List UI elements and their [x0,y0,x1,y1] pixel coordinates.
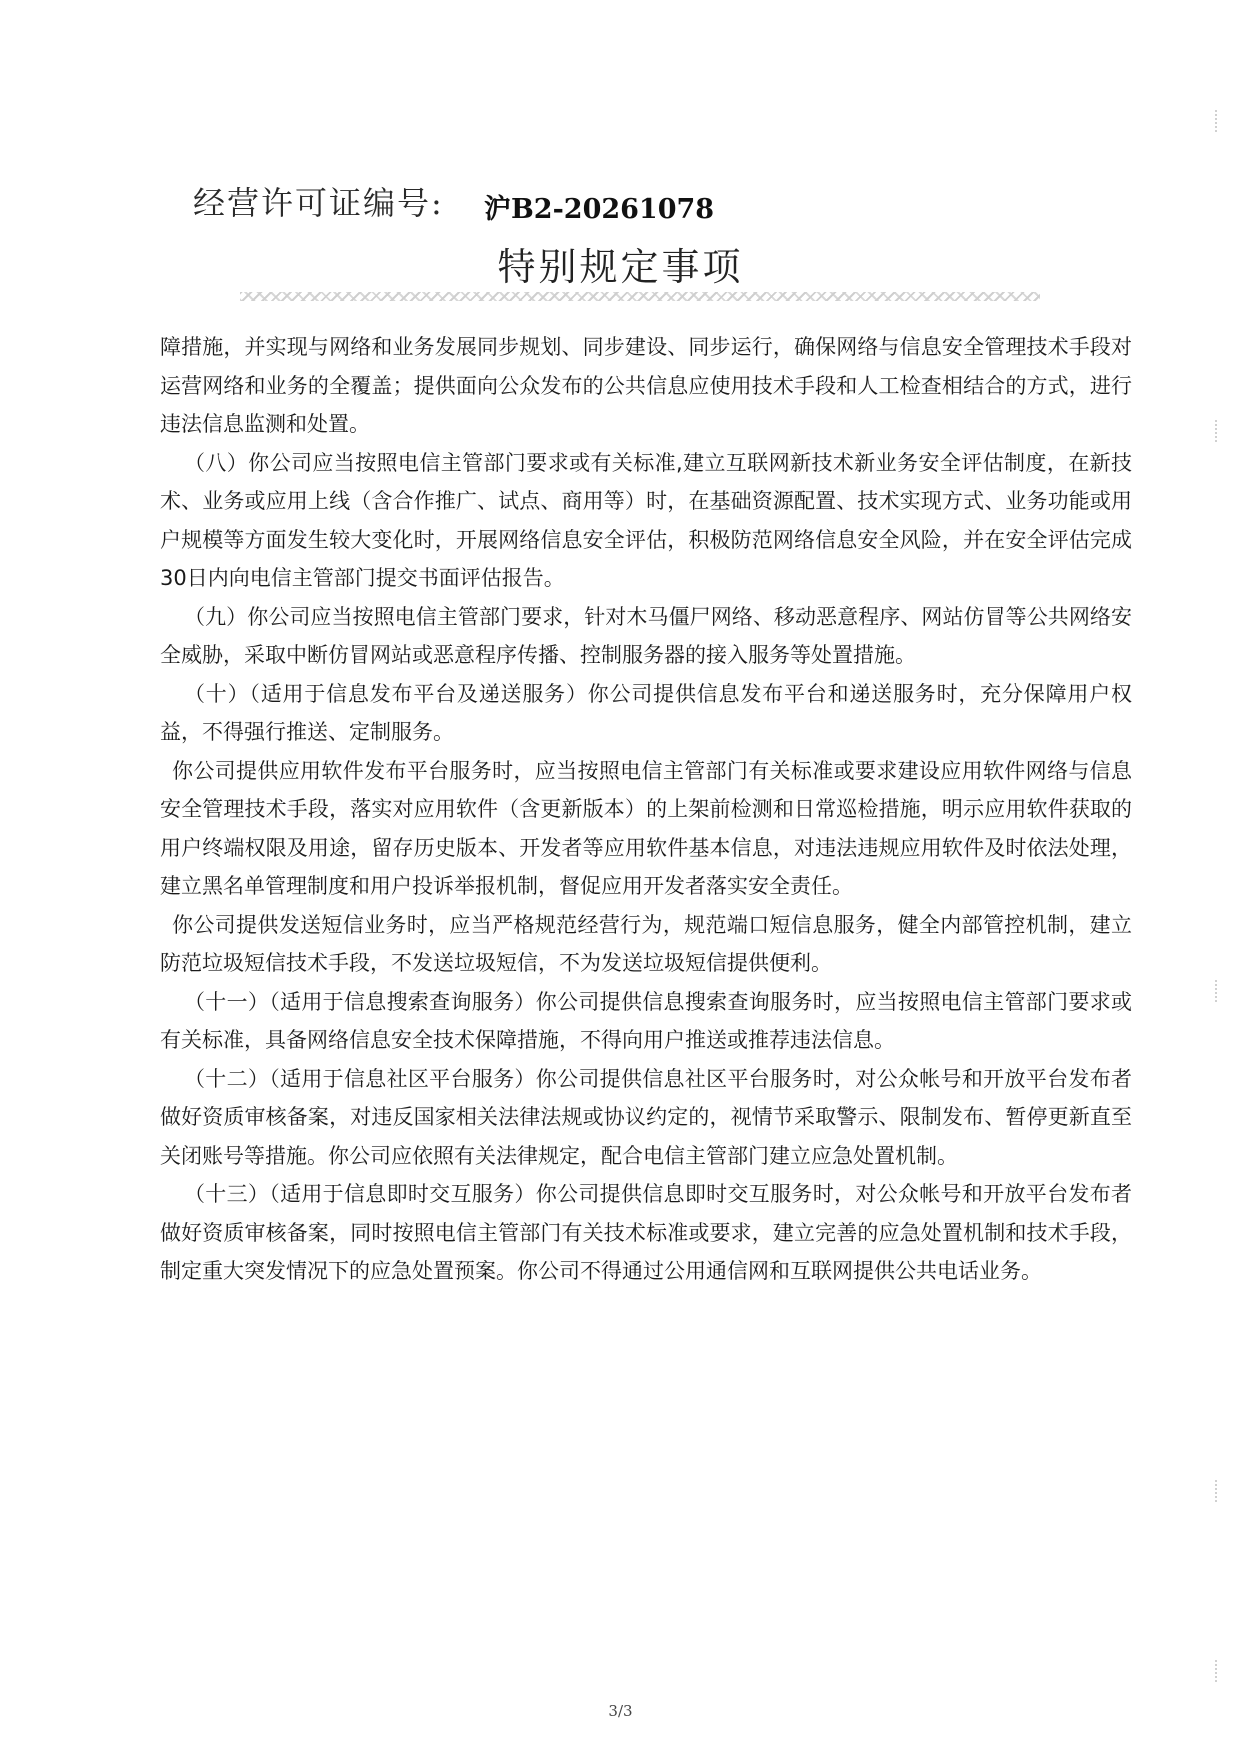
paragraph: （九）你公司应当按照电信主管部门要求，针对木马僵尸网络、移动恶意程序、网站仿冒等公共网络安全威胁，采取中断仿冒网站或恶意程序传播、控制服务器的接入服务等处置措施。 [160,604,1132,667]
paragraph: （十二）（适用于信息社区平台服务）你公司提供信息社区平台服务时，对公众帐号和开放平台发布者做好资质审核备案，对违反国家相关法律法规或协议约定的，视情节采取警示、限制发布、暂停更新直至关闭账号等措施。你公司应依照有关法律规定，配合电信主管部门建立应急处置机制。 [160,1066,1132,1168]
page-title: 特别规定事项 [497,245,744,289]
scan-edge-mark [1209,1660,1217,1682]
license-number: 沪B2-20261078 [483,194,715,225]
paragraph: （十一）（适用于信息搜索查询服务）你公司提供信息搜索查询服务时，应当按照电信主管部门要求或有关标准，具备网络信息安全技术保障措施，不得向用户推送或推荐违法信息。 [160,989,1132,1052]
scan-edge-mark [1209,1480,1217,1502]
paragraph: 你公司提供发送短信业务时，应当严格规范经营行为，规范端口短信息服务，健全内部管控机制，建立防范垃圾短信技术手段，不发送垃圾短信，不为发送垃圾短信提供便利。 [160,912,1132,975]
page-number: 3/3 [608,1702,633,1720]
paragraph: （十）（适用于信息发布平台及递送服务）你公司提供信息发布平台和递送服务时，充分保障用户权益，不得强行推送、定制服务。 [160,681,1132,744]
paragraph: （十三）（适用于信息即时交互服务）你公司提供信息即时交互服务时，对公众帐号和开放平台发布者做好资质审核备案，同时按照电信主管部门有关技术标准或要求，建立完善的应急处置机制和技术手段，制定重大突发情况下的应急处置预案。你公司不得通过公用通信网和互联网提供公共电话业务。 [160,1182,1132,1283]
paragraph: （八）你公司应当按照电信主管部门要求或有关标准,建立互联网新技术新业务安全评估制度，在新技术、业务或应用上线（含合作推广、试点、商用等）时，在基础资源配置、技术实现方式、业务功能或用户规模等方面发生较大变化时，开展网络信息安全评估，积极防范网络信息安全风险，并在安全评估完成30日内向电信主管部门提交书面评估报告。 [160,450,1132,590]
paragraph: 你公司提供应用软件发布平台服务时，应当按照电信主管部门有关标准或要求建设应用软件网络与信息安全管理技术手段，落实对应用软件（含更新版本）的上架前检测和日常巡检措施，明示应用软件获取的用户终端权限及用途，留存历史版本、开发者等应用软件基本信息，对违法违规应用软件及时依法处理，建立黑名单管理制度和用户投诉举报机制，督促应用开发者落实安全责任。 [160,758,1132,898]
paragraph: 障措施，并实现与网络和业务发展同步规划、同步建设、同步运行，确保网络与信息安全管理技术手段对运营网络和业务的全覆盖；提供面向公众发布的公共信息应使用技术手段和人工检查相结合的方式，进行违法信息监测和处置。 [160,335,1132,436]
scan-edge-mark [1209,980,1217,1002]
document-body [160,328,1132,1291]
decorative-divider [240,292,1040,301]
scan-edge-mark [1209,420,1217,442]
license-line [193,178,714,224]
scan-edge-mark [1209,110,1217,132]
license-label: 经营许可证编号: [193,184,444,222]
